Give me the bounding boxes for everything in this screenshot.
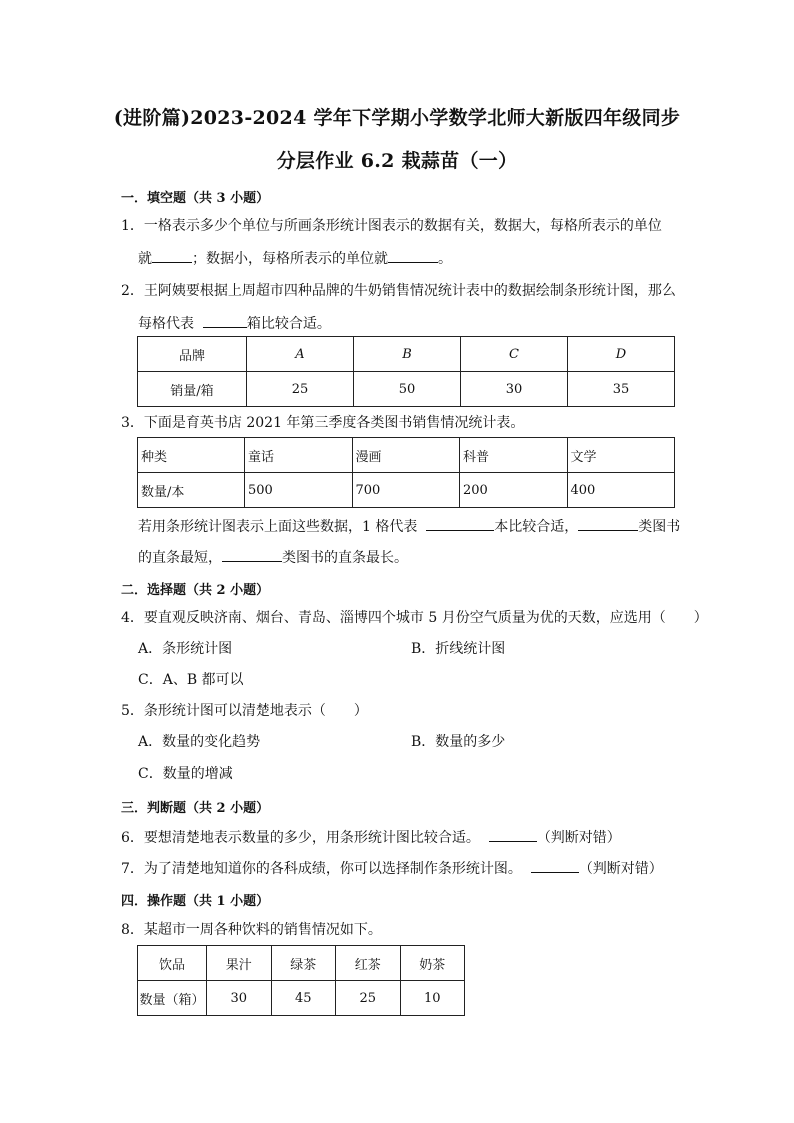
- question-3-text-c: 类图书: [638, 519, 681, 535]
- table-cell: 科普: [460, 438, 568, 473]
- question-3-text-e: 类图书的直条最长。: [282, 550, 408, 566]
- table-cell: 漫画: [352, 438, 460, 473]
- table-cell: 果汁: [207, 946, 272, 981]
- table-cell: 500: [245, 473, 353, 508]
- question-3-line-3: [138, 547, 408, 567]
- question-6-tail: （判断对错）: [536, 830, 621, 846]
- question-6-line: [121, 827, 621, 847]
- table-cell: C: [461, 337, 568, 372]
- table-cell: D: [568, 337, 675, 372]
- question-5-option-a[interactable]: A．数量的变化趋势: [138, 734, 261, 750]
- question-7-tail: （判断对错）: [578, 861, 663, 877]
- table-cell: 35: [568, 372, 675, 407]
- section-judgement: 三．判断题（共 2 小题）: [121, 801, 270, 816]
- question-1-text-a: 就: [138, 251, 152, 267]
- question-2-blank[interactable]: [203, 313, 247, 328]
- question-7-blank[interactable]: [531, 858, 579, 873]
- question-5-option-b[interactable]: B．数量的多少: [411, 734, 506, 750]
- table-cell: 30: [461, 372, 568, 407]
- question-7-line: [121, 858, 663, 878]
- question-3-text-d: 的直条最短，: [138, 550, 222, 566]
- question-1-blank-1[interactable]: [152, 248, 192, 263]
- title-line-1: (进阶篇)2023-2024 学年下学期小学数学北师大新版四年级同步: [113, 107, 681, 129]
- book-sales-table: [137, 437, 675, 508]
- question-3-line-2: [138, 516, 680, 536]
- table-cell: 品牌: [138, 337, 247, 372]
- question-5-stem: 5．条形统计图可以清楚地表示（ ）: [121, 703, 368, 719]
- question-8-stem: 8．某超市一周各种饮料的销售情况如下。: [121, 922, 382, 938]
- section-operation: 四．操作题（共 1 小题）: [121, 894, 270, 909]
- table-cell: 饮品: [138, 946, 207, 981]
- question-2-text-b: 箱比较合适。: [246, 316, 331, 332]
- table-cell: 销量/箱: [138, 372, 247, 407]
- question-2-text-a: 每格代表: [138, 316, 194, 332]
- table-cell: 10: [400, 981, 465, 1016]
- table-cell: 数量/本: [138, 473, 245, 508]
- question-4-option-c[interactable]: C．A、B 都可以: [138, 672, 244, 688]
- question-4-stem: 4．要直观反映济南、烟台、青岛、淄博四个城市 5 月份空气质量为优的天数，应选用（ ）: [121, 610, 708, 626]
- question-7-stem: 7．为了清楚地知道你的各科成绩，你可以选择制作条形统计图。: [121, 861, 522, 877]
- question-1-text-b: ；数据小，每格所表示的单位就: [192, 251, 388, 267]
- drink-sales-table: [137, 945, 465, 1016]
- question-2-line-2: [138, 313, 331, 333]
- question-1-line-2: [138, 248, 452, 268]
- question-3-line-1: 3．下面是育英书店 2021 年第三季度各类图书销售情况统计表。: [121, 415, 525, 431]
- question-3-blank-2[interactable]: [578, 516, 638, 531]
- table-cell: B: [354, 337, 461, 372]
- question-4-option-b[interactable]: B．折线统计图: [411, 641, 506, 657]
- question-3-text-b: 本比较合适，: [494, 519, 579, 535]
- question-1-line-1: 1．一格表示多少个单位与所画条形统计图表示的数据有关，数据大，每格所表示的单位: [121, 218, 662, 234]
- question-1-text-c: 。: [438, 251, 452, 267]
- title-line-2: 分层作业 6.2 栽蒜苗（一）: [276, 150, 518, 172]
- table-cell: 45: [271, 981, 336, 1016]
- table-cell: 200: [460, 473, 568, 508]
- section-choice: 二．选择题（共 2 小题）: [121, 583, 270, 598]
- table-cell: 30: [207, 981, 272, 1016]
- question-6-blank[interactable]: [489, 827, 537, 842]
- question-2-line-1: 2．王阿姨要根据上周超市四种品牌的牛奶销售情况统计表中的数据绘制条形统计图，那么: [121, 283, 676, 299]
- table-cell: 种类: [138, 438, 245, 473]
- table-cell: 奶茶: [400, 946, 465, 981]
- question-6-stem: 6．要想清楚地表示数量的多少，用条形统计图比较合适。: [121, 830, 480, 846]
- table-cell: A: [247, 337, 354, 372]
- question-5-option-c[interactable]: C．数量的增减: [138, 766, 233, 782]
- question-1-blank-2[interactable]: [388, 248, 438, 263]
- table-cell: 童话: [245, 438, 353, 473]
- question-3-text-a: 若用条形统计图表示上面这些数据，1 格代表: [138, 519, 418, 535]
- table-cell: 400: [567, 473, 675, 508]
- section-fill-in: 一．填空题（共 3 小题）: [121, 191, 270, 206]
- question-3-blank-3[interactable]: [222, 547, 282, 562]
- question-4-option-a[interactable]: A．条形统计图: [138, 641, 233, 657]
- table-cell: 50: [354, 372, 461, 407]
- table-cell: 绿茶: [271, 946, 336, 981]
- table-cell: 25: [336, 981, 401, 1016]
- table-cell: 700: [352, 473, 460, 508]
- table-cell: 红茶: [336, 946, 401, 981]
- table-cell: 数量（箱）: [138, 981, 207, 1016]
- milk-sales-table: [137, 336, 675, 407]
- table-cell: 文学: [567, 438, 675, 473]
- question-3-blank-1[interactable]: [426, 516, 494, 531]
- table-cell: 25: [247, 372, 354, 407]
